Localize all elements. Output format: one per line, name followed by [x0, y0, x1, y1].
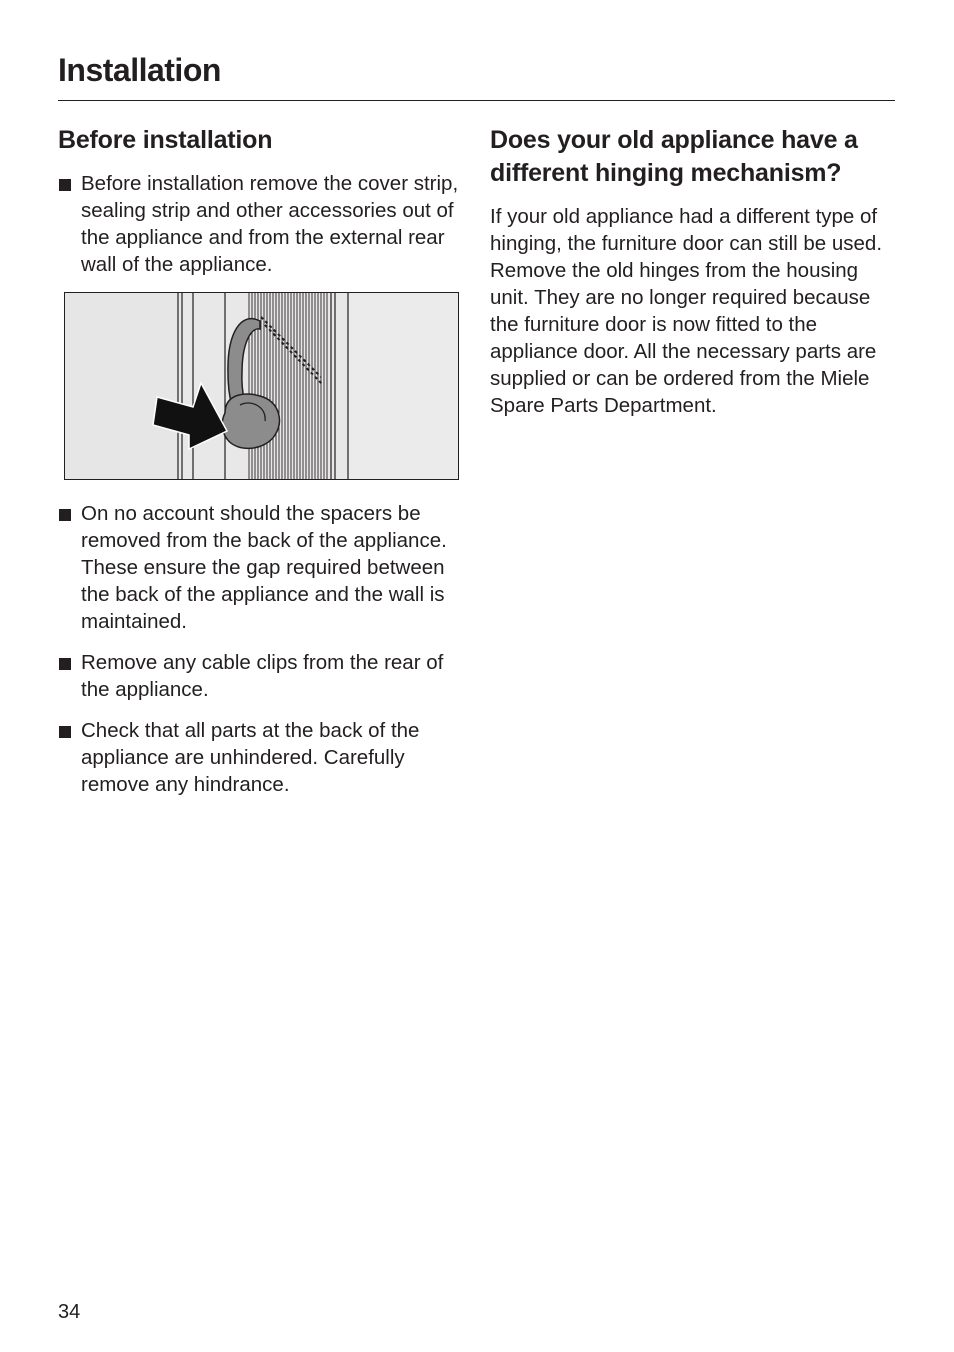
bullet-square-icon [59, 509, 71, 521]
list-item-text: Before installation remove the cover strip, sealing strip and other accessories out of the appliance and from the external rear wall of the appliance. [81, 172, 459, 276]
bullet-square-icon [59, 179, 71, 191]
list-item [58, 170, 463, 278]
list-item-text: Check that all parts at the back of the appliance are unhindered. Carefully remove any hindrance. [81, 719, 420, 796]
bullet-square-icon [59, 726, 71, 738]
list-item-text: Remove any cable clips from the rear of the appliance. [81, 651, 444, 701]
bullet-list-top [58, 170, 463, 278]
section-heading-before-installation: Before installation [58, 126, 273, 154]
list-item [58, 649, 463, 703]
page-title: Installation [58, 52, 221, 88]
right-column [490, 124, 900, 419]
appliance-rear-diagram [65, 293, 458, 479]
list-item-text: On no account should the spacers be removed from the back of the appliance. These ensure the gap required between the back of the appliance and the wall is maintained. [81, 502, 447, 633]
title-divider [58, 100, 895, 101]
bullet-square-icon [59, 658, 71, 670]
section-heading-hinging-mechanism: Does your old appliance have a different hinging mechanism? [490, 126, 858, 187]
page-number: 34 [58, 1301, 81, 1323]
bullet-list-bottom [58, 500, 463, 798]
hinging-paragraph: If your old appliance had a different type of hinging, the furniture door can still be used. Remove the old hinges from the housing unit. They are no longer required because the furniture door is now fitted to the appliance door. All the necessary parts are supplied or can be ordered from the Miele Spare Parts Department. [490, 205, 883, 417]
left-column [58, 124, 463, 812]
cable-clip-illustration [64, 292, 459, 480]
list-item [58, 717, 463, 798]
list-item [58, 500, 463, 635]
